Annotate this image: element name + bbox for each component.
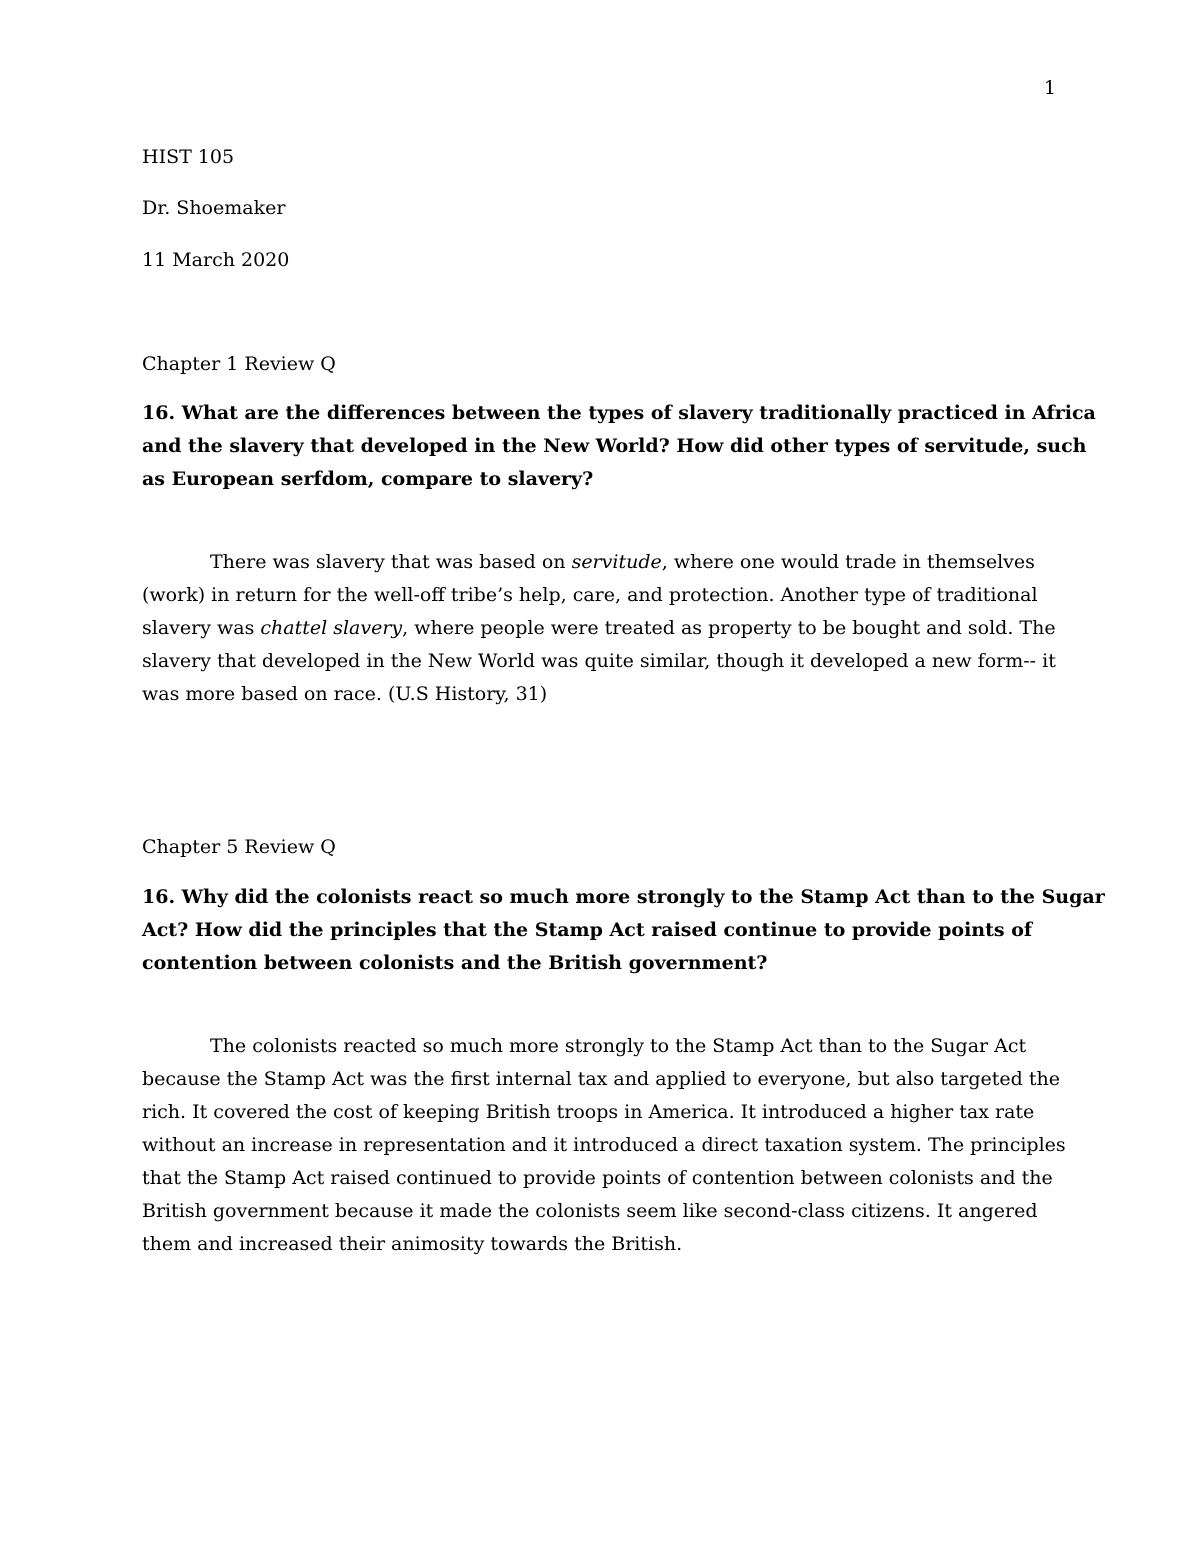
chapter-1-answer <box>142 546 1062 711</box>
chapter-1-question <box>142 397 1096 496</box>
answer-text: , where one would trade in themselves <box>661 551 1035 573</box>
answer-line <box>142 612 1062 645</box>
chapter-5-question <box>142 881 1105 980</box>
answer-text: slavery was <box>142 617 261 639</box>
chapter-1-heading: Chapter 1 Review Q <box>142 353 336 375</box>
question-line: and the slavery that developed in the New World? How did other types of servitude, such <box>142 435 1087 457</box>
question-line: contention between colonists and the British government? <box>142 952 768 974</box>
question-line: as European serfdom, compare to slavery? <box>142 468 594 490</box>
answer-text: , where people were treated as property to be bought and sold. The <box>402 617 1056 639</box>
answer-line <box>142 546 1062 579</box>
answer-line: slavery that developed in the New World was quite similar, though it developed a new form-- it <box>142 650 1056 672</box>
chapter-5-answer <box>142 1030 1066 1261</box>
answer-line: because the Stamp Act was the first internal tax and applied to everyone, but also targeted the <box>142 1068 1060 1090</box>
page-number: 1 <box>1043 77 1056 99</box>
emphasis-chattel-slavery: chattel slavery <box>260 617 403 639</box>
document-date: 11 March 2020 <box>142 249 290 271</box>
answer-line: was more based on race. (U.S History, 31) <box>142 683 548 705</box>
answer-line: British government because it made the colonists seem like second-class citizens. It angered <box>142 1200 1038 1222</box>
answer-line: that the Stamp Act raised continued to provide points of contention between colonists and the <box>142 1167 1053 1189</box>
emphasis-servitude: servitude <box>571 551 662 573</box>
question-line: 16. Why did the colonists react so much more strongly to the Stamp Act than to the Sugar <box>142 886 1105 908</box>
chapter-5-heading: Chapter 5 Review Q <box>142 836 336 858</box>
question-line: Act? How did the principles that the Stamp Act raised continue to provide points of <box>142 919 1033 941</box>
answer-line: without an increase in representation and it introduced a direct taxation system. The principles <box>142 1134 1066 1156</box>
answer-line: (work) in return for the well-off tribe’s help, care, and protection. Another type of traditional <box>142 584 1038 606</box>
answer-text: There was slavery that was based on <box>210 551 572 573</box>
course-name: HIST 105 <box>142 146 235 168</box>
answer-line: The colonists reacted so much more strongly to the Stamp Act than to the Sugar Act <box>210 1035 1027 1057</box>
answer-line: them and increased their animosity towards the British. <box>142 1233 683 1255</box>
question-line: 16. What are the differences between the types of slavery traditionally practiced in Africa <box>142 402 1096 424</box>
answer-line: rich. It covered the cost of keeping British troops in America. It introduced a higher tax rate <box>142 1101 1035 1123</box>
instructor-name: Dr. Shoemaker <box>142 197 286 219</box>
